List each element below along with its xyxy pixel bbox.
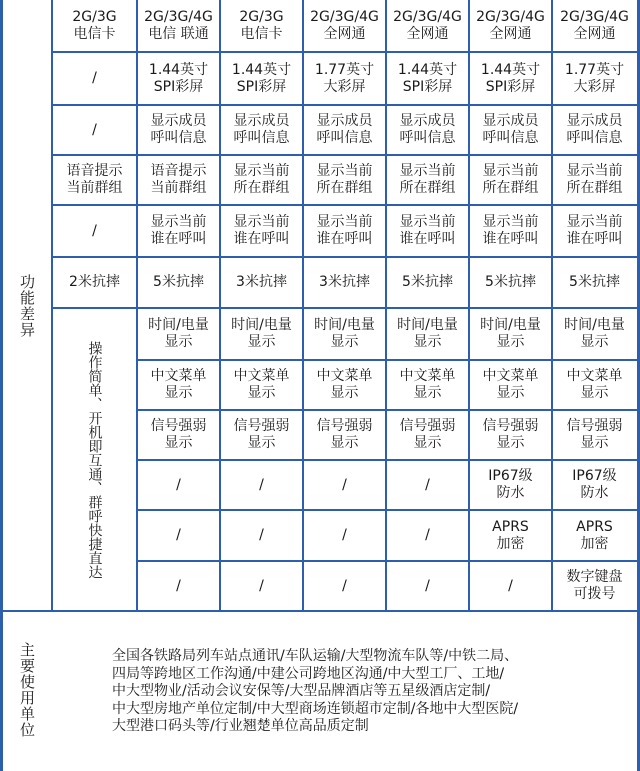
table-cell: / bbox=[425, 527, 430, 543]
table-cell: 5米抗摔 bbox=[402, 274, 453, 290]
table-cell: 1.77英寸 大彩屏 bbox=[564, 61, 625, 95]
table-cell: 1.44英寸 SPI彩屏 bbox=[397, 61, 458, 95]
table-cell: 信号强弱 显示 bbox=[233, 418, 290, 451]
section-label-function: 功能差异 bbox=[18, 273, 36, 338]
column-header: 2G/3G/4G 全网通 bbox=[560, 9, 629, 42]
table-cell: 显示当前 所在群组 bbox=[316, 163, 373, 196]
table-cell: 显示当前 谁在呼叫 bbox=[233, 214, 290, 247]
table-cell: 1.44英寸 SPI彩屏 bbox=[480, 61, 541, 95]
column-header: 2G/3G/4G 电信 联通 bbox=[144, 9, 213, 42]
table-cell: 显示当前 谁在呼叫 bbox=[316, 214, 373, 247]
usage-line: 中大型房地产单位定制/中大型商场连锁超市定制/各地中大型医院/ bbox=[112, 700, 519, 717]
column-header: 2G/3G 电信卡 bbox=[72, 9, 117, 42]
table-cell: 1.44英寸 SPI彩屏 bbox=[231, 61, 292, 95]
table-cell: APRS 加密 bbox=[576, 518, 613, 552]
table-cell: 中文菜单 显示 bbox=[399, 368, 456, 401]
table-cell: IP67级 防水 bbox=[572, 468, 617, 501]
table-cell: / bbox=[342, 476, 347, 493]
table-cell: / bbox=[425, 476, 430, 493]
usage-line: 全国各铁路局列车站点通讯/车队运输/大型物流车队等/中铁二局、 bbox=[112, 648, 519, 664]
table-cell: 时间/电量 显示 bbox=[314, 317, 375, 350]
table-cell: 5米抗摔 bbox=[485, 274, 536, 290]
table-cell: 显示当前 所在群组 bbox=[482, 163, 539, 196]
table-cell: 信号强弱 显示 bbox=[316, 418, 373, 451]
table-cell: 2米抗摔 bbox=[69, 274, 120, 290]
table-cell: 语音提示 当前群组 bbox=[150, 163, 207, 196]
table-cell: / bbox=[342, 577, 347, 594]
usage-line: 四局等跨地区工作沟通/中建公司跨地区沟通/中大型工厂、工地/ bbox=[112, 665, 505, 682]
table-cell: 显示当前 所在群组 bbox=[566, 163, 623, 196]
table-cell: 1.44英寸 SPI彩屏 bbox=[148, 61, 209, 95]
table-cell: 信号强弱 显示 bbox=[566, 418, 623, 451]
table-cell: 3米抗摔 bbox=[236, 274, 287, 290]
table-cell: / bbox=[176, 476, 181, 493]
table-cell: 信号强弱 显示 bbox=[482, 418, 539, 451]
table-cell: 显示当前 所在群组 bbox=[399, 163, 456, 196]
table-cell: 显示成员 呼叫信息 bbox=[316, 113, 373, 146]
table-cell: / bbox=[508, 577, 513, 594]
column-header: 2G/3G/4G 全网通 bbox=[476, 9, 545, 42]
table-cell: 中文菜单 显示 bbox=[150, 368, 207, 401]
column-header: 2G/3G 电信卡 bbox=[239, 9, 284, 42]
table-cell: IP67级 防水 bbox=[488, 468, 533, 501]
table-cell: 中文菜单 显示 bbox=[566, 368, 623, 401]
table-cell: 3米抗摔 bbox=[319, 274, 370, 290]
table-cell: 显示当前 谁在呼叫 bbox=[566, 214, 623, 247]
table-cell: / bbox=[92, 70, 97, 86]
table-cell: APRS 加密 bbox=[492, 518, 529, 552]
table-cell: 显示成员 呼叫信息 bbox=[233, 113, 290, 146]
usage-line: 大型港口码头等/行业翘楚单位高品质定制 bbox=[112, 718, 369, 734]
merged-feature-label: 操作简单、开机即互通、群呼快捷直达 bbox=[86, 340, 103, 579]
table-cell: / bbox=[92, 222, 97, 239]
table-cell: 时间/电量 显示 bbox=[564, 317, 625, 350]
table-cell: 中文菜单 显示 bbox=[316, 368, 373, 401]
table-cell: 显示当前 谁在呼叫 bbox=[150, 214, 207, 247]
table-cell: / bbox=[176, 577, 181, 594]
table-cell: / bbox=[425, 577, 430, 594]
table-cell: 信号强弱 显示 bbox=[150, 418, 207, 451]
column-header: 2G/3G/4G 全网通 bbox=[393, 9, 462, 42]
table-cell: 显示当前 所在群组 bbox=[233, 163, 290, 196]
table-cell: 时间/电量 显示 bbox=[480, 317, 541, 350]
table-cell: / bbox=[342, 527, 347, 543]
table-cell: 中文菜单 显示 bbox=[233, 368, 290, 401]
table-cell: 语音提示 当前群组 bbox=[66, 163, 123, 196]
table-cell: / bbox=[176, 527, 181, 543]
section-label-usage: 主要使用单位 bbox=[18, 641, 36, 738]
table-cell: 信号强弱 显示 bbox=[399, 418, 456, 451]
table-cell: 显示成员 呼叫信息 bbox=[150, 113, 207, 146]
table-cell: 时间/电量 显示 bbox=[231, 317, 292, 350]
table-cell: 显示当前 谁在呼叫 bbox=[399, 214, 456, 247]
table-cell: 显示当前 谁在呼叫 bbox=[482, 214, 539, 247]
table-cell: 中文菜单 显示 bbox=[482, 368, 539, 401]
column-header: 2G/3G/4G 全网通 bbox=[310, 9, 379, 42]
table-cell: / bbox=[92, 121, 97, 138]
table-cell: / bbox=[259, 476, 264, 493]
table-cell: 时间/电量 显示 bbox=[148, 317, 209, 350]
table-cell: 显示成员 呼叫信息 bbox=[566, 113, 623, 146]
table-cell: 时间/电量 显示 bbox=[397, 317, 458, 350]
table-cell: 1.77英寸 大彩屏 bbox=[314, 61, 375, 95]
table-cell: 数字键盘 可拨号 bbox=[566, 569, 623, 602]
table-cell: / bbox=[259, 577, 264, 594]
table-cell: 5米抗摔 bbox=[569, 274, 620, 290]
table-cell: 显示成员 呼叫信息 bbox=[399, 113, 456, 146]
usage-text bbox=[112, 648, 582, 736]
table-cell: / bbox=[259, 527, 264, 543]
table-cell: 显示成员 呼叫信息 bbox=[482, 113, 539, 146]
usage-line: 中大型物业/活动会议安保等/大型品牌酒店等五星级酒店定制/ bbox=[112, 683, 491, 699]
table-cell: 5米抗摔 bbox=[153, 274, 204, 290]
